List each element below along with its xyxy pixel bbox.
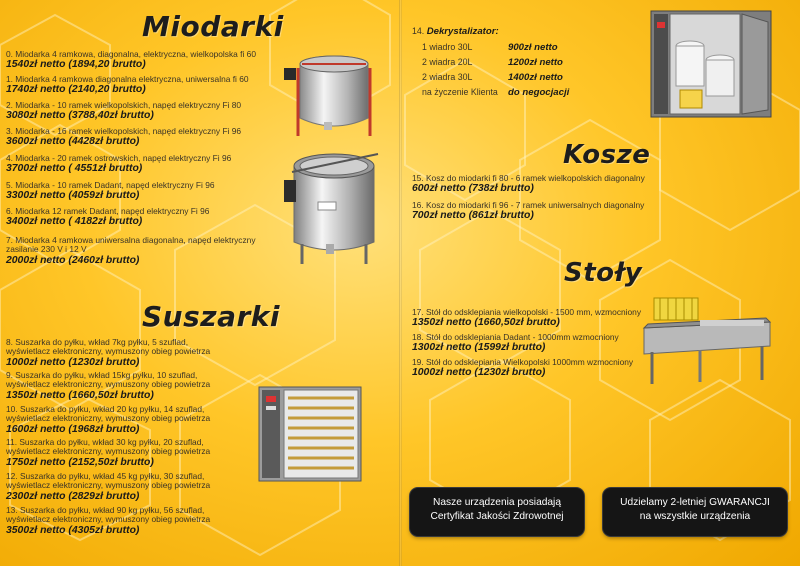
product-item-19: 19. Stół do odsklepiania Wielkopolski 1000mm wzmocniony 1000zł netto (1230zł brutto) [412,357,634,379]
page-fold [399,0,402,566]
section-title-miodarki: Miodarki [142,10,284,43]
uncapping-table-photo [640,294,774,388]
product-item-18: 18. Stół do odsklepiania Dadant - 1000mm wzmocniony 1300zł netto (1599zł brutto) [412,332,619,354]
product-item-5: 5. Miodarka - 10 ramek Dadant, napęd elektryczny Fi 96 3300zł netto (4059zł brutto) [6,180,215,202]
product-item-7: 7. Miodarka 4 ramkowa uniwersalna diagonalna, napęd elektryczny zasilanie 230 V i 12 V 2000zł netto (2460zł brutto) [6,235,256,266]
product-item-3: 3. Miodarka - 16 ramek wielkopolskich, napęd elektryczny Fi 96 3600zł netto (4428zł brutto) [6,126,242,148]
warranty-badge: Udzielamy 2-letniej GWARANCJI na wszystkie urządzenia [603,488,787,536]
product-item-11: 11. Suszarka do pyłku, wkład 30 kg pyłku, 20 szuflad, wyświetlacz elektroniczny, wymuszony obieg powietrza 1750zł netto (2152,50zł brutto) [6,437,211,468]
certificate-badge: Nasze urządzenia posiadają Certyfikat Jakości Zdrowotnej [410,488,584,536]
section-title-suszarki: Suszarki [142,300,280,333]
product-item-16: 16. Kosz do miodarki fi 96 - 7 ramek uniwersalnych diagonalny 700zł netto (861zł brutto) [412,200,645,222]
honey-extractor-photo-1 [278,48,378,140]
product-item-15: 15. Kosz do miodarki fi 80 - 6 ramek wielkopolskich diagonalny 600zł netto (738zł brutto) [412,173,645,195]
product-item-2: 2. Miodarka - 10 ramek wielkopolskich, napęd elektryczny Fi 80 3080zł netto (3788,40zł brutto) [6,100,242,122]
pollen-dryer-photo [258,386,362,482]
section-title-kosze: Kosze [563,140,651,170]
product-item-17: 17. Stół do odsklepiania wielkopolski - 1500 mm, wzmocniony 1350zł netto (1660,50zł brutto) [412,307,642,329]
product-item-8: 8. Suszarka do pyłku, wkład 7kg pyłku, 5 szuflad, wyświetlacz elektroniczny, wymuszony obieg powietrza 1000zł netto (1230zł brutto) [6,337,211,368]
section-title-stoly: Stoły [564,258,643,288]
product-item-4: 4. Miodarka - 20 ramek ostrowskich, napęd elektryczny Fi 96 3700zł netto ( 4551zł brutto) [6,153,232,175]
honey-extractor-photo-2 [282,146,382,268]
brochure-spread: Miodarki 0. Miodarka 4 ramkowa, diagonalna, elektryczna, wielkopolska fi 60 1540zł netto (1894,20 brutto) 1. Miodarka 4 ramkowa diagonalna elektryczna, uniwersalna fi 60 1740zł netto (2140,20 brutto) 2. Miodarka - 10 ramek wielkopolskich, napęd elektryczny Fi 80 3080zł netto (3788,40zł brutto) 3. Miodarka - 16 ramek wielkopolskich, napęd elektryczny Fi 96 3600zł netto (4428zł brutto) 4. Miodarka - 20 ramek ostrowskich, napęd elektryczny Fi 96 3700zł netto ( 4551zł brutto) 5. Miodarka - 10 ramek Dadant, napęd elektryczny Fi 96 3300zł netto (4059zł brutto) 6. Miodarka 12 ramek Dadant, napęd elektryczny Fi 96 3400zł netto ( 4182zł brutto) 7. Miodarka 4 ramkowa uniwersalna diagonalna, napęd elektryczny zasilanie 230 V i 12 V 2000zł netto (2460zł brutto) Suszarki 8. Suszarka do pyłku, wkład 7kg pyłku, 5 szuflad, wyświetlacz elektroniczny, wymuszony obieg powietrza 1000zł netto (1230zł brutto) 9. Suszarka do pyłku, wkład 15kg pyłku, 10 szuflad, wyświetlacz elektroniczny, wymuszony obieg powietrza 1350zł netto (1660,50zł brutto) 10. Suszarka do pyłku, wkład 20 kg pyłku, 14 szuflad, wyświetlacz elektroniczny, wymuszony obieg powietrza 1600zł netto (1968zł brutto) 11. Suszarka do pyłku, wkład 30 kg pyłku, 20 szuflad, wyświetlacz elektroniczny, wymuszony obieg powietrza 1750zł netto (2152,50zł brutto) 12. Suszarka do pyłku, wkład 45 kg pyłku, 30 szuflad, wyświetlacz elektroniczny, wymuszony obieg powietrza 2300zł netto (2829zł brutto) 13. Suszarka do pyłku, wkład 90 kg pyłku, 56 szuflad, wyświetlacz elektroniczny, wymuszony obieg powietrza 3500zł netto (4305zł brutto) 14. Dekrystalizator: 1 wiadro 30L 900zł netto 2 wiadra 20L 1200zł netto 2 wiadra 30L 1400zł netto na życzenie Klienta do negocjacji Kosze 15. Kosz do miodarki fi 80 - 6 ramek wielkopolskich diagonalny 600zł netto (738zł brutto) 16. Kosz do miodarki fi 96 - 7 ramek uniwersalnych diagonalny 700zł netto (861zł brutto) Stoły 17. Stół do odsklepiania wielkopolski - 1500 mm, wzmocniony 1350zł netto (1660,50zł brutto) 18. Stół do odsklepiania Dadant - 1000mm wzmocniony 1300zł netto (1599zł brutto) 19. Stół do odsklepiania Wielkopolski 1000mm wzmocniony 1000zł netto (1230zł brutto) Nasze urządzenia posiadają Certyfikat Jakości Zdrowotnej Udzielamy 2-letniej GWARANCJI na wszystkie urządzenia [0,0,800,566]
product-item-10: 10. Suszarka do pyłku, wkład 20 kg pyłku, 14 szuflad, wyświetlacz elektroniczny, wymuszony obieg powietrza 1600zł netto (1968zł brutto) [6,404,211,435]
decrystallizer-option-1: 1 wiadro 30L 900zł netto [422,42,558,53]
decrystallizer-photo [650,10,772,118]
decrystallizer-option-3: 2 wiadra 30L 1400zł netto [422,72,563,83]
decrystallizer-option-4: na życzenie Klienta do negocjacji [422,87,570,98]
product-item-13: 13. Suszarka do pyłku, wkład 90 kg pyłku, 56 szuflad, wyświetlacz elektroniczny, wymuszony obieg powietrza 3500zł netto (4305zł brutto) [6,505,211,536]
decrystallizer-option-2: 2 wiadra 20L 1200zł netto [422,57,563,68]
product-item-6: 6. Miodarka 12 ramek Dadant, napęd elektryczny Fi 96 3400zł netto ( 4182zł brutto) [6,206,210,228]
product-item-1: 1. Miodarka 4 ramkowa diagonalna elektryczna, uniwersalna fi 60 1740zł netto (2140,20 brutto) [6,74,249,96]
product-item-12: 12. Suszarka do pyłku, wkład 45 kg pyłku, 30 szuflad, wyświetlacz elektroniczny, wymuszony obieg powietrza 2300zł netto (2829zł brutto) [6,471,211,502]
product-item-9: 9. Suszarka do pyłku, wkład 15kg pyłku, 10 szuflad, wyświetlacz elektroniczny, wymuszony obieg powietrza 1350zł netto (1660,50zł brutto) [6,370,211,401]
product-item-0: 0. Miodarka 4 ramkowa, diagonalna, elektryczna, wielkopolska fi 60 1540zł netto (1894,20 brutto) [6,49,256,71]
